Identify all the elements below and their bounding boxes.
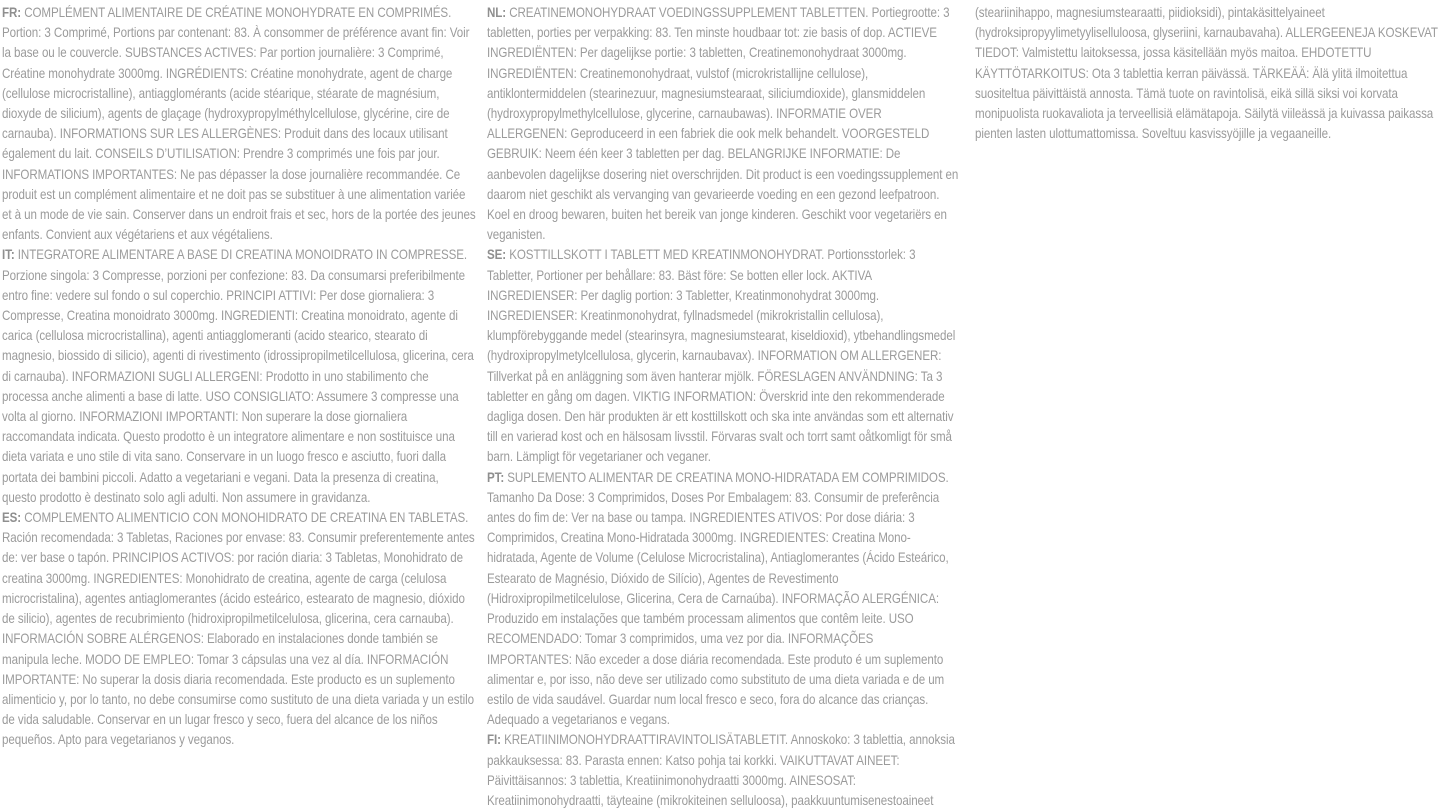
- section-fr: [2, 2, 476, 244]
- section-se-language-code: SE:: [487, 246, 507, 263]
- section-fi-continued-text: (steariinihappo, magnesiumstearaatti, piidioksidi), pintakäsittelyaineet (hydroksipropyylimetyyliselluloosa, glyseriini, karnaubavaha). ALLERGEENEJA KOSKEVAT TIEDOT: Valmistettu laitoksessa, jossa käsitellään myös maitoa. EHDOTETTU KÄYTTÖTARKOITUS: Ota 3 tablettia kerran päivässä. TÄRKEÄÄ: Älä ylitä ilmoitettua suositeltua päivittäistä annosta. Tämä tuote on ravintolisä, eikä sillä siksi voi korvata monipuolista ruokavaliota ja terveellisiä elämätapoja. Säilytä viileässä ja kuivassa paikassa pienten lasten ulottumattomissa. Soveltuu kasvissyöjille ja vegaaneille.: [975, 4, 1438, 142]
- section-nl-text: CREATINEMONOHYDRAAT VOEDINGSSUPPLEMENT TABLETTEN. Portiegrootte: 3 tabletten, porties per verpakking: 83. Ten minste houdbaar tot: zie basis of dop. ACTIEVE INGREDIËNTEN: Per dagelijkse portie: 3 tabletten, Creatinemonohydraat 3000mg. INGREDIËNTEN: Creatinemonohydraat, vulstof (microkristallijne cellulose), antiklontermiddelen (stearinezuur, magnesiumstearaat, siliciumdioxide), glansmiddelen (hydroxypropylmethylcellulose, glycerine, carnaubawas). INFORMATIE OVER ALLERGENEN: Geproduceerd in een fabriek die ook melk behandelt. VOORGESTELD GEBRUIK: Neem één keer 3 tabletten per dag. BELANGRIJKE INFORMATIE: De aanbevolen dagelijkse dosering niet overschrijden. Dit product is een voedingssupplement en daarom niet geschikt als vervanging van gevarieerde voeding en een gezond leefpatroon. Koel en droog bewaren, buiten het bereik van jonge kinderen. Geschikt voor vegetariërs en veganisten.: [487, 4, 959, 243]
- section-pt: [487, 467, 961, 730]
- section-it-language-code: IT:: [2, 246, 15, 263]
- section-fr-language-code: FR:: [2, 4, 22, 20]
- section-nl: [487, 2, 961, 244]
- label-column-2-text: [487, 0, 961, 810]
- section-pt-text: SUPLEMENTO ALIMENTAR DE CREATINA MONO-HIDRATADA EM COMPRIMIDOS. Tamanho Da Dose: 3 Comprimidos, Doses Por Embalagem: 83. Consumir de preferência antes do fim de: Ver na base ou tampa. INGREDIENTES ATIVOS: Por dose diária: 3 Comprimidos, Creatina Mono-Hidratada 3000mg. INGREDIENTES: Creatina Mono-hidratada, Agente de Volume (Celulose Microcristalina), Antiaglomerantes (Ácido Esteárico, Estearato de Magnésio, Dióxido de Silício), Agentes de Revestimento (Hidroxipropilmetilcelulose, Glicerina, Cera de Carnaúba). INFORMAÇÃO ALERGÉNICA: Produzido em instalações que também processam alimentos que contêm leite. USO RECOMENDADO: Tomar 3 comprimidos, uma vez por dia. INFORMAÇÕES IMPORTANTES: Não exceder a dose diária recomendada. Este produto é um suplemento alimentar e, por isso, não deve ser utilizado como substituto de uma dieta variada e de um estilo de vida saudável. Guardar num local fresco e seco, fora do alcance das crianças. Adequado a vegetarianos e vegans.: [487, 468, 949, 728]
- section-es-language-code: ES:: [2, 509, 22, 526]
- section-it: [2, 244, 476, 507]
- label-column-2: [487, 0, 1059, 808]
- section-fr-text: COMPLÉMENT ALIMENTAIRE DE CRÉATINE MONOHYDRATE EN COMPRIMÉS. Portion: 3 Comprimé, Portions par contenant: 83. À consommer de préférence avant fin: Voir la base ou le couvercle. SUBSTANCES ACTIVES: Par portion journalière: 3 Comprimé, Créatine monohydrate 3000mg. INGRÉDIENTS: Créatine monohydrate, agent de charge (cellulose microcristalline), antiagglomérants (acide stéarique, stéarate de magnésium, dioxyde de silicium), agents de glaçage (hydroxypropylméthylcellulose, glycérine, cire de carnauba). INFORMATIONS SUR LES ALLERGÈNES: Produit dans des locaux utilisant également du lait. CONSEILS D’UTILISATION: Prendre 3 comprimés une fois par jour. INFORMATIONS IMPORTANTES: Ne pas dépasser la dose journalière recommandée. Ce produit est un complément alimentaire et ne doit pas se substituer à une alimentation variée et à un mode de vie sain. Conserver dans un endroit frais et sec, hors de la portée des jeunes enfants. Convient aux végétariens et aux végétaliens.: [2, 4, 476, 243]
- section-pt-language-code: PT:: [487, 468, 505, 485]
- section-es-text: COMPLEMENTO ALIMENTICIO CON MONOHIDRATO DE CREATINA EN TABLETAS. Ración recomendada: 3 Tabletas, Raciones por envase: 83. Consumir preferentemente antes de: ver base o tapón. PRINCIPIOS ACTIVOS: por ración diaria: 3 Tabletas, Monohidrato de creatina 3000mg. INGREDIENTES: Monohidrato de creatina, agente de carga (celulosa microcristalina), agentes antiaglomerantes (ácido esteárico, estearato de magnesio, dióxido de silicio), agentes de recubrimiento (hidroxipropilmetilcelulosa, glicerina, cera carnauba). INFORMACIÓN SOBRE ALÉRGENOS: Elaborado en instalaciones donde también se manipula leche. MODO DE EMPLEO: Tomar 3 cápsulas una vez al día. INFORMACIÓN IMPORTANTE: No superar la dosis diaria recomendada. Este producto es un suplemento alimenticio y, por lo tanto, no debe consumirse como sustituto de una dieta variada y un estilo de vida saludable. Conservar en un lugar fresco y seco, fuera del alcance de los niños pequeños. Apto para vegetarianos y veganos.: [2, 509, 475, 748]
- section-se-text: KOSTTILLSKOTT I TABLETT MED KREATINMONOHYDRAT. Portionsstorlek: 3 Tabletter, Portioner per behållare: 83. Bäst före: Se botten eller lock. AKTIVA INGREDIENSER: Per daglig portion: 3 Tabletter, Kreatinmonohydrat 3000mg. INGREDIENSER: Kreatinmonohydrat, fyllnadsmedel (mikrokristallin cellulosa), klumpförebyggande medel (stearinsyra, magnesiumstearat, kiseldioxid), ytbehandlingsmedel (hydroxipropylmetylcellulosa, glycerin, karnaubavax). INFORMATION OM ALLERGENER: Tillverkat på en anläggning som även hanterar mjölk. FÖRESLAGEN ANVÄNDNING: Ta 3 tabletter en gång om dagen. VIKTIG INFORMATION: Överskrid inte den rekommenderade dagliga dosen. Den här produkten är ett kosttillskott och ska inte användas som ett alternativ till en varierad kost och en hälsosam livsstil. Förvaras svalt och torrt samt oåtkomligt för små barn. Lämpligt för vegetarianer och veganer.: [487, 246, 956, 465]
- section-it-text: INTEGRATORE ALIMENTARE A BASE DI CREATINA MONOIDRATO IN COMPRESSE. Porzione singola: 3 Compresse, porzioni per confezione: 83. Da consumarsi preferibilmente entro fine: vedere sul fondo o sul coperchio. PRINCIPI ATTIVI: Per dose giornaliera: 3 Compresse, Creatina monoidrato 3000mg. INGREDIENTI: Creatina monoidrato, agente di carica (cellulosa microcristallina), agenti antiagglomeranti (acido stearico, stearato di magnesio, biossido di silicio), agenti di rivestimento (idrossipropilmetilcellulosa, glicerina, cera di carnauba). INFORMAZIONI SUGLI ALLERGENI: Prodotto in uno stabilimento che processa anche alimenti a base di latte. USO CONSIGLIATO: Assumere 3 compresse una volta al giorno. INFORMAZIONI IMPORTANTI: Non superare la dose giornaliera raccomandata indicata. Questo prodotto è un integratore alimentare e non sostituisce una dieta variata e uno stile di vita sano. Conservare in un luogo fresco e asciutto, fuori dalla portata dei bambini piccoli. Adatto a vegetariani e vegani. Data la presenza di creatina, questo prodotto è destinato solo agli adulti. Non assumere in gravidanza.: [2, 246, 474, 505]
- section-fi-text: KREATIINIMONOHYDRAATTIRAVINTOLISÄTABLETIT. Annoskoko: 3 tablettia, annoksia pakkauksessa: 83. Parasta ennen: Katso pohja tai korkki. VAIKUTTAVAT AINEET: Päivittäisannos: 3 tablettia, Kreatiinimonohydraatti 3000mg. AINESOSAT: Kreatiinimonohydraatti, täyteaine (mikrokiteinen selluloosa), paakkuuntumisenestoaineet: [487, 731, 955, 808]
- section-se: [487, 244, 961, 466]
- section-fi: [487, 729, 961, 810]
- label-column-3-text: [975, 0, 1445, 143]
- section-nl-language-code: NL:: [487, 4, 507, 20]
- label-column-1-text: [2, 0, 476, 750]
- label-column-3: [975, 0, 1445, 778]
- section-fi-continued: [975, 2, 1445, 143]
- section-fi-language-code: FI:: [487, 731, 501, 748]
- section-es: [2, 507, 476, 749]
